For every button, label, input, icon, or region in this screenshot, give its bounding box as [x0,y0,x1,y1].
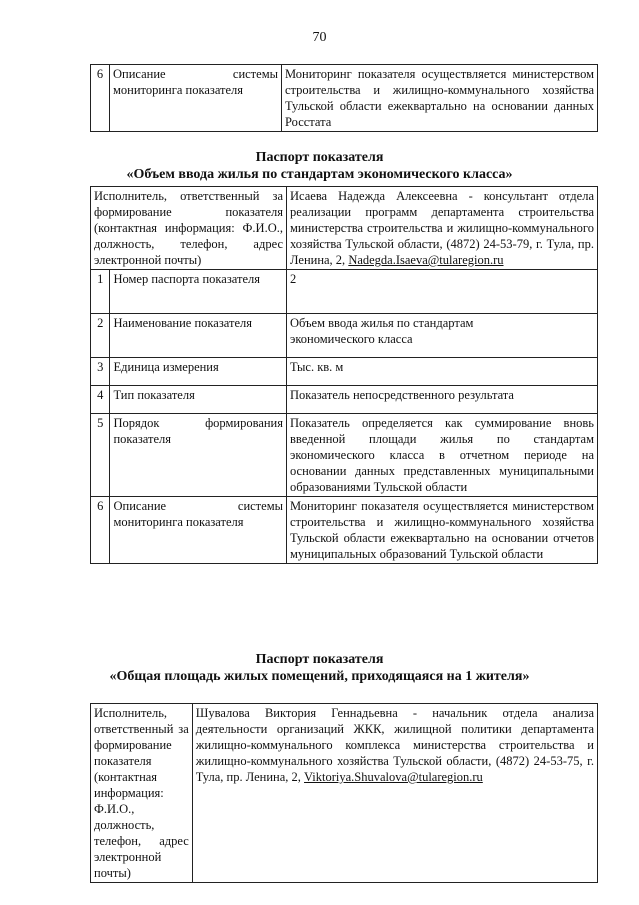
row-label: Единица измерения [110,358,287,386]
table-row [91,270,598,314]
table-row [91,187,598,270]
top-table [90,64,598,132]
passport2-table [90,703,598,883]
page-number: 70 [312,30,327,45]
table-row [91,358,598,386]
row-label: Номер паспорта показателя [110,270,287,314]
table-row [91,65,598,132]
passport2-heading [0,651,639,685]
row-value: Мониторинг показателя осуществляется министерством строительства и жилищно-коммунального хозяйства Тульской области ежеквартально на основании отчетов муниципальных образований Тульской области [287,497,598,564]
row-value: Показатель определяется как суммирование вновь введенной площади жилья по стандартам экономического класса в отчетном периоде на основании данных представленных муниципальными образованиями Тульской области [287,414,598,497]
executor-value: Исаева Надежда Алексеевна - консультант отдела реализации программ департамента строительства министерства строительства и жилищно-коммунального хозяйства Тульской области, (4872) 24-53-79, г. Тула, пр. Ленина, 2, Nadegda.Isaeva@tularegion.ru [287,187,598,270]
table-row [91,414,598,497]
row-number: 6 [91,497,110,564]
row-value: Тыс. кв. м [287,358,598,386]
row-label: Описание системы мониторинга показателя [110,497,287,564]
row-label: Порядок формирования показателя [110,414,287,497]
table-row [91,386,598,414]
executor-label: Исполнитель, ответственный за формирование показателя (контактная информация: Ф.И.О., должность, телефон, адрес электронной почты) [91,704,193,883]
row-label: Тип показателя [110,386,287,414]
table-row [91,497,598,564]
passport1-heading-line1: Паспорт показателя [255,150,384,165]
passport2-heading-line2: «Общая площадь жилых помещений, приходящаяся на 1 жителя» [109,669,530,684]
row-number: 3 [91,358,110,386]
row-number: 5 [91,414,110,497]
executor-label: Исполнитель, ответственный за формирование показателя (контактная информация: Ф.И.О., должность, телефон, адрес электронной почты) [91,187,287,270]
row-label: Описание системы мониторинга показателя [110,65,282,132]
row-number: 1 [91,270,110,314]
executor-value: Шувалова Виктория Геннадьевна - начальник отдела анализа деятельности организаций ЖКК, жилищной политики департамента жилищно-коммунального комплекса министерства строительства и жилищно-коммунального хозяйства Тульской области, (4872) 24-53-75, г. Тула, пр. Ленина, 2, Viktoriya.Shuvalova@tularegion.ru [192,704,597,883]
row-number: 6 [91,65,110,132]
executor-email-link[interactable]: Nadegda.Isaeva@tularegion.ru [348,253,504,267]
passport1-table [90,186,598,564]
row-label: Наименование показателя [110,314,287,358]
passport1-heading-line2: «Объем ввода жилья по стандартам экономического класса» [126,167,513,182]
row-value: 2 [287,270,598,314]
passport1-heading [0,149,639,183]
row-number: 2 [91,314,110,358]
table-row [91,314,598,358]
row-value: Показатель непосредственного результата [287,386,598,414]
executor-email-link[interactable]: Viktoriya.Shuvalova@tularegion.ru [304,770,483,784]
row-number: 4 [91,386,110,414]
row-value: Объем ввода жилья по стандартам экономического класса [287,314,598,358]
row-value: Мониторинг показателя осуществляется министерством строительства и жилищно-коммунального хозяйства Тульской области ежеквартально на основании данных Росстата [282,65,598,132]
table-row [91,704,598,883]
passport2-heading-line1: Паспорт показателя [255,652,384,667]
